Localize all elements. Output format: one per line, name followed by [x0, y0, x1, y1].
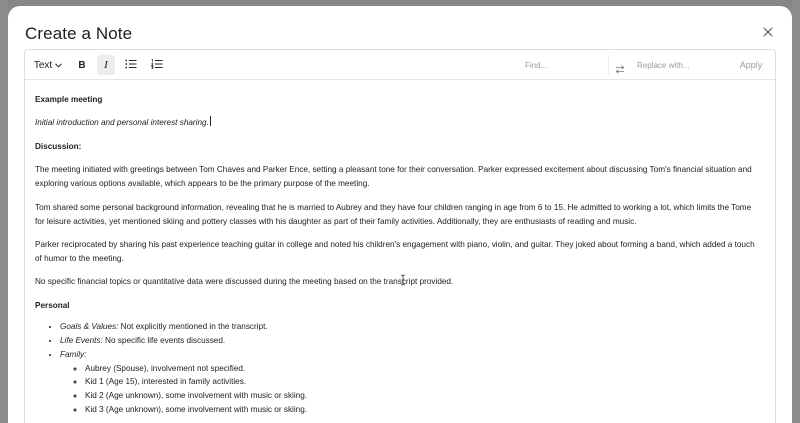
text-style-dropdown[interactable]	[33, 55, 63, 75]
paragraph: The meeting initiated with greetings between Tom Chaves and Parker Ence, setting a pleasant tone for their conversation. Parker expressed excitement about discussing Tom's financial situation and exploring various options available, which appears to be the primary purpose of the meeting.	[35, 165, 752, 189]
dialog-title: Create a Note	[25, 24, 133, 43]
list-item: ◦ Kid 2 (Age unknown), some involvement with music or skiing.	[85, 389, 755, 403]
note-heading: Example meeting	[35, 95, 103, 104]
list-item: ◦ Kid 1 (Age 15), interested in family activities.	[85, 375, 755, 389]
text-cursor-icon	[399, 273, 407, 285]
bold-button[interactable]: B	[78, 59, 86, 71]
paragraph: No specific financial topics or quantitative data were discussed during the meeting based on the transcript provided.	[35, 277, 454, 287]
apply-button[interactable]: Apply	[735, 57, 767, 73]
close-icon[interactable]	[760, 24, 776, 40]
note-content[interactable]	[35, 93, 755, 417]
list-item: • Life Events: No specific life events discussed.	[60, 334, 755, 348]
create-note-dialog	[8, 6, 792, 423]
italic-button[interactable]: I	[97, 55, 115, 75]
personal-heading: Personal	[35, 300, 70, 310]
text-caret	[210, 116, 211, 126]
background-page-edge	[0, 0, 8, 423]
editor-toolbar	[25, 50, 775, 80]
list-item: • Family: ◦ Aubrey (Spouse), involvement not specified. ◦ Kid 1 (Age 15), interested in family activities. ◦ Kid 2 (Age unknown), some involvement with music or skiing. ◦ Kid 3 (Age unknown), some involvement with music or skiing.	[60, 348, 755, 417]
bulleted-list-icon	[125, 59, 137, 72]
note-editor	[24, 49, 776, 423]
family-list	[60, 362, 755, 417]
text-style-label: Text	[33, 59, 53, 71]
find-input[interactable]	[521, 55, 609, 75]
paragraph: Parker reciprocated by sharing his past experience teaching guitar in college and noted his children's engagement with piano, violin, and guitar. They joked about forming a band, which added a touch of humor to the meeting.	[35, 240, 755, 263]
chevron-down-icon	[55, 61, 62, 70]
numbered-list-button[interactable]	[149, 55, 165, 75]
numbered-list-icon	[151, 59, 163, 72]
background-page-edge	[792, 0, 800, 423]
personal-list	[35, 320, 755, 417]
note-intro: Initial introduction and personal interest sharing.	[35, 118, 209, 128]
discussion-heading: Discussion:	[35, 141, 82, 151]
replace-input[interactable]	[633, 55, 723, 75]
list-item: ◦ Kid 3 (Age unknown), some involvement with music or skiing.	[85, 403, 755, 417]
list-item: • Goals & Values: Not explicitly mentioned in the transcript.	[60, 320, 755, 334]
list-item: ◦ Aubrey (Spouse), involvement not specified.	[85, 362, 755, 376]
paragraph: Tom shared some personal background information, revealing that he is married to Aubrey and they have four children ranging in age from 6 to 15. He admitted to working a lot, which limits the Tome for leisure activities, yet mentioned skiing and pottery classes with his daughter as part of their family activities. Additionally, they are enthusiasts of reading and music.	[35, 202, 752, 226]
swap-icon[interactable]	[615, 61, 625, 70]
bulleted-list-button[interactable]	[123, 55, 139, 75]
